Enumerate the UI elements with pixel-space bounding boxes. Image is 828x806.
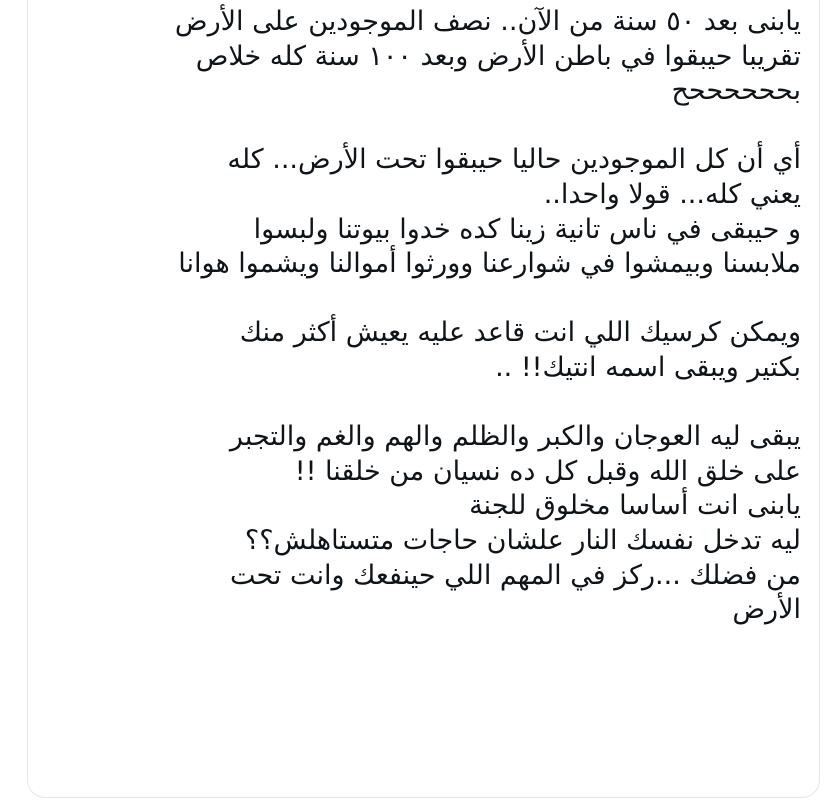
post-text: [41, 5, 801, 628]
paragraph: [41, 143, 801, 281]
text-line: يابنى بعد ٥٠ سنة من الآن.. نصف الموجودين على الأرض: [174, 6, 801, 37]
text-line: بكتير ويبقى اسمه انتيك!! ..: [495, 351, 801, 383]
text-line: على خلق الله وقبل كل ده نسيان من خلقنا !!: [294, 455, 801, 487]
paragraph: [41, 5, 801, 109]
paragraph: [41, 420, 801, 628]
text-line: من فضلك ...ركز في المهم اللي حينفعك وانت تحت: [229, 559, 801, 591]
text-line: تقريبا حيبقوا في باطن الأرض وبعد ١٠٠ سنة كله خلاص: [195, 40, 801, 72]
text-line: يبقى ليه العوجان والكبر والظلم والهم والغم والتجبر: [229, 421, 801, 453]
text-line: بححححححح: [671, 75, 801, 107]
post-card: [27, 0, 820, 798]
text-line: الأرض: [732, 594, 801, 626]
text-line: ليه تدخل نفسك النار علشان حاجات متستاهلش؟؟: [244, 524, 801, 556]
text-line: يابنى انت أساسا مخلوق للجنة: [469, 490, 801, 522]
text-line: و حيبقى في ناس تانية زينا كده خدوا بيوتنا ولبسوا: [253, 213, 801, 245]
paragraph: [41, 316, 801, 385]
text-line: أي أن كل الموجودين حاليا حيبقوا تحت الأرض... كله: [227, 144, 801, 176]
text-line: ويمكن كرسيك اللي انت قاعد عليه يعيش أكثر منك: [239, 317, 801, 349]
text-line: يعني كله... قولا واحدا..: [543, 178, 801, 210]
text-line: ملابسنا وبيمشوا في شوارعنا وورثوا أموالنا ويشموا هوانا: [178, 248, 801, 280]
